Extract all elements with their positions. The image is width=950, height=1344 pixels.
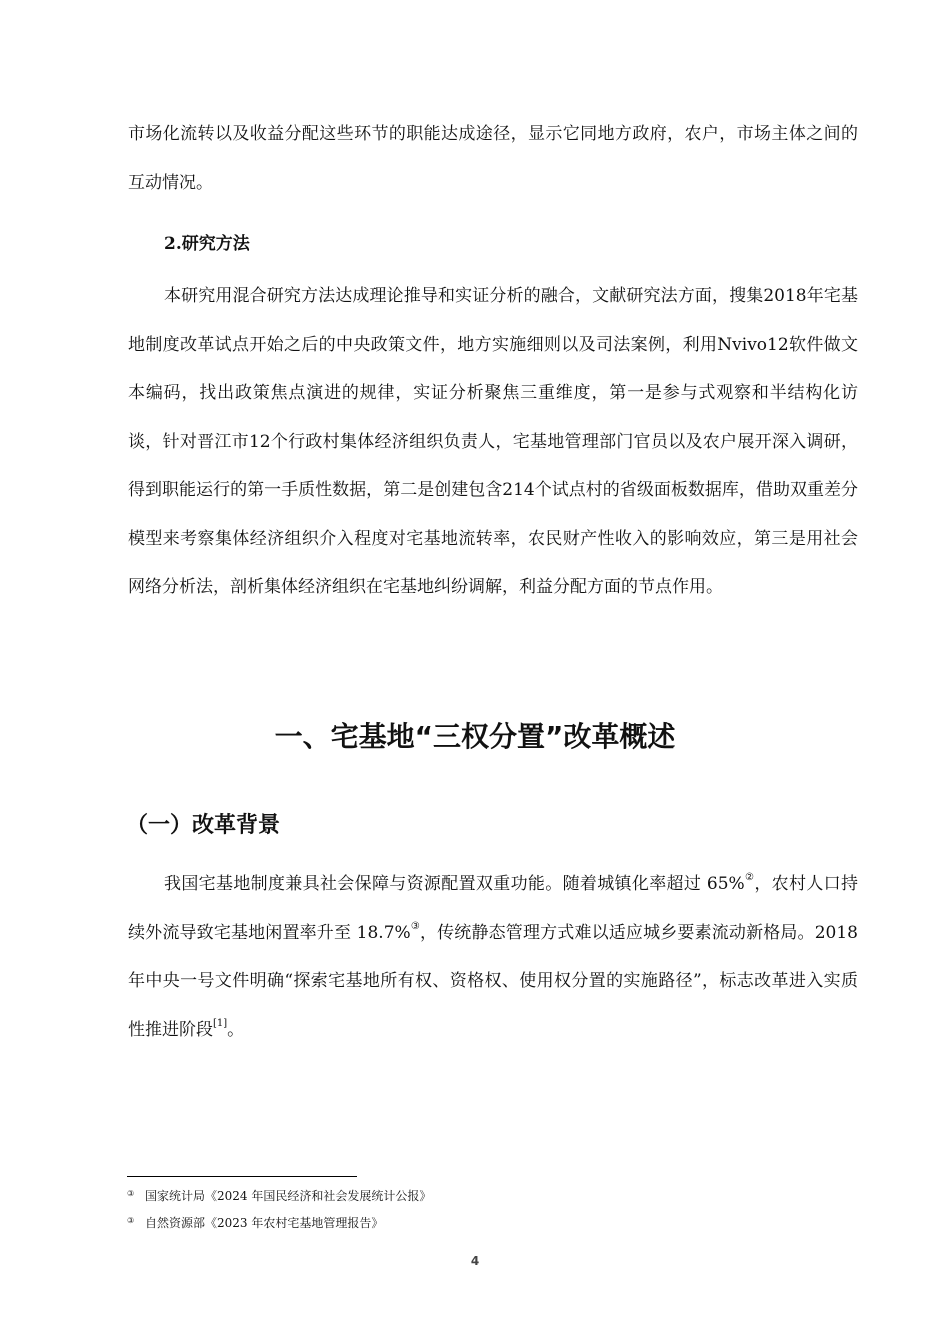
footnote-1 [127,1187,431,1207]
research-methods-paragraph: 本研究用混合研究方法达成理论推导和实证分析的融合，文献研究法方面，搜集2018年宅基地制度改革试点开始之后的中央政策文件，地方实施细则以及司法案例，利用Nvivo12软件做文本编码，找出政策焦点演进的规律，实证分析聚焦三重维度，第一是参与式观察和半结构化访谈，针对晋江市12个行政村集体经济组织负责人，宅基地管理部门官员以及农户展开深入调研，得到职能运行的第一手质性数据，第二是创建包含214个试点村的省级面板数据库，借助双重差分模型来考察集体经济组织介入程度对宅基地流转率，农民财产性收入的影响效应，第三是用社会网络分析法，剖析集体经济组织在宅基地纠纷调解，利益分配方面的节点作用。 [128,286,858,597]
research-methods-heading: 2.研究方法 [164,234,250,254]
body-text-part-2: ，农村人口持续外流导致宅基地闲置率升至 18.7% [128,874,858,943]
footnote-text: 自然资源部《2023 年农村宅基地管理报告》 [145,1216,384,1230]
body-text-part-1: 我国宅基地制度兼具社会保障与资源配置双重功能。随着城镇化率超过 65% [164,874,745,894]
footnote-ref-3[interactable]: ③ [410,920,420,932]
footnote-mark: ③ [127,1189,135,1198]
reform-background-paragraph [128,860,858,1054]
chapter-title: 一、宅基地“三权分置”改革概述 [274,720,676,753]
citation-ref-1[interactable]: [1] [213,1017,228,1029]
body-text-part-4: 。 [227,1019,245,1040]
footnote-mark: ③ [127,1216,135,1225]
page-number: 4 [470,1254,480,1268]
section-title: （一）改革背景 [126,813,281,838]
footnote-2 [127,1214,383,1234]
footnote-text: 国家统计局《2024 年国民经济和社会发展统计公报》 [145,1189,432,1203]
footnote-ref-2[interactable]: ② [744,872,755,883]
footnote-divider [127,1176,357,1177]
body-text-part-3: ，传统静态管理方式难以适应城乡要素流动新格局。2018 年中央一号文件明确“探索宅基地所有权、资格权、使用权分置的实施路径”，标志改革进入实质性推进阶段 [128,922,858,1040]
intro-continuation-paragraph: 市场化流转以及收益分配这些环节的职能达成途径，显示它同地方政府，农户，市场主体之间的互动情况。 [128,124,858,193]
